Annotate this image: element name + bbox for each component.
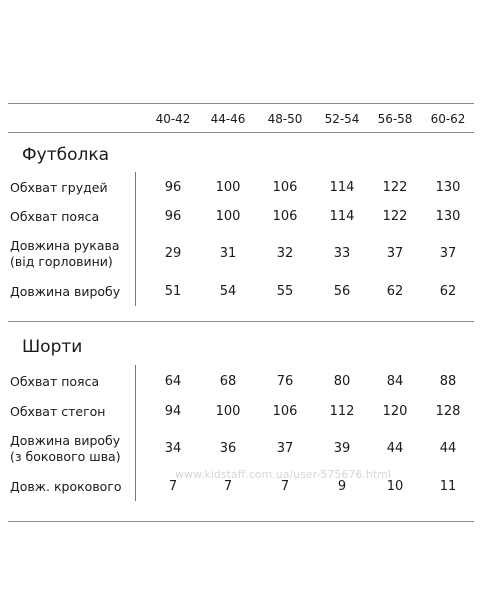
table-cell: 11 [439,479,457,494]
table-cell: 106 [272,404,298,419]
shorts-section-title: Шорти [22,337,83,357]
header-divider [8,132,474,133]
table-cell: 120 [382,404,408,419]
row-label: Обхват пояса [10,374,100,389]
table-cell: 100 [215,209,241,224]
table-cell: 29 [164,246,182,261]
bottom-divider [8,521,474,522]
row-label: Довжина виробу (з бокового шва) [10,433,121,464]
table-cell: 94 [164,404,182,419]
table-cell: 64 [164,374,182,389]
table-cell: 51 [164,284,182,299]
table-cell: 128 [435,404,461,419]
table-cell: 7 [223,479,233,494]
table-cell: 106 [272,209,298,224]
table-cell: 39 [333,441,351,456]
table-cell: 7 [280,479,290,494]
table-cell: 44 [386,441,404,456]
table-cell: 76 [276,374,294,389]
table-cell: 37 [386,246,404,261]
table-cell: 34 [164,441,182,456]
table-cell: 88 [439,374,457,389]
table-cell: 36 [219,441,237,456]
watermark: www.kidstaff.com.ua/user-575676.html [175,468,391,481]
table-cell: 62 [386,284,404,299]
table-cell: 114 [329,209,355,224]
table-cell: 130 [435,209,461,224]
table-cell: 114 [329,180,355,195]
row-label: Довж. крокового [10,479,122,494]
table-cell: 68 [219,374,237,389]
table-cell: 84 [386,374,404,389]
table-cell: 96 [164,180,182,195]
table-cell: 33 [333,246,351,261]
size-header: 48-50 [267,112,303,126]
size-header: 60-62 [430,112,466,126]
row-label: Обхват грудей [10,180,108,195]
table-cell: 31 [219,246,237,261]
row-label: Довжина виробу [10,284,121,299]
table-cell: 37 [439,246,457,261]
table-cell: 32 [276,246,294,261]
table-cell: 7 [168,479,178,494]
table-cell: 80 [333,374,351,389]
table-cell: 106 [272,180,298,195]
top-divider [8,103,474,104]
table-cell: 56 [333,284,351,299]
table-cell: 96 [164,209,182,224]
table-cell: 122 [382,180,408,195]
section-divider [8,321,474,322]
size-header: 56-58 [377,112,413,126]
table-cell: 54 [219,284,237,299]
table-cell: 44 [439,441,457,456]
table-cell: 55 [276,284,294,299]
shorts-column-divider [135,365,136,501]
size-header: 40-42 [155,112,191,126]
size-header: 52-54 [324,112,360,126]
table-cell: 100 [215,180,241,195]
tshirt-column-divider [135,172,136,306]
table-cell: 9 [337,479,347,494]
table-cell: 37 [276,441,294,456]
table-cell: 130 [435,180,461,195]
table-cell: 10 [386,479,404,494]
tshirt-section-title: Футболка [22,145,110,165]
size-header: 44-46 [210,112,246,126]
table-cell: 62 [439,284,457,299]
row-label: Обхват стегон [10,404,106,419]
table-cell: 122 [382,209,408,224]
table-cell: 100 [215,404,241,419]
table-cell: 112 [329,404,355,419]
row-label: Обхват пояса [10,209,100,224]
row-label: Довжина рукава (від горловини) [10,238,120,269]
